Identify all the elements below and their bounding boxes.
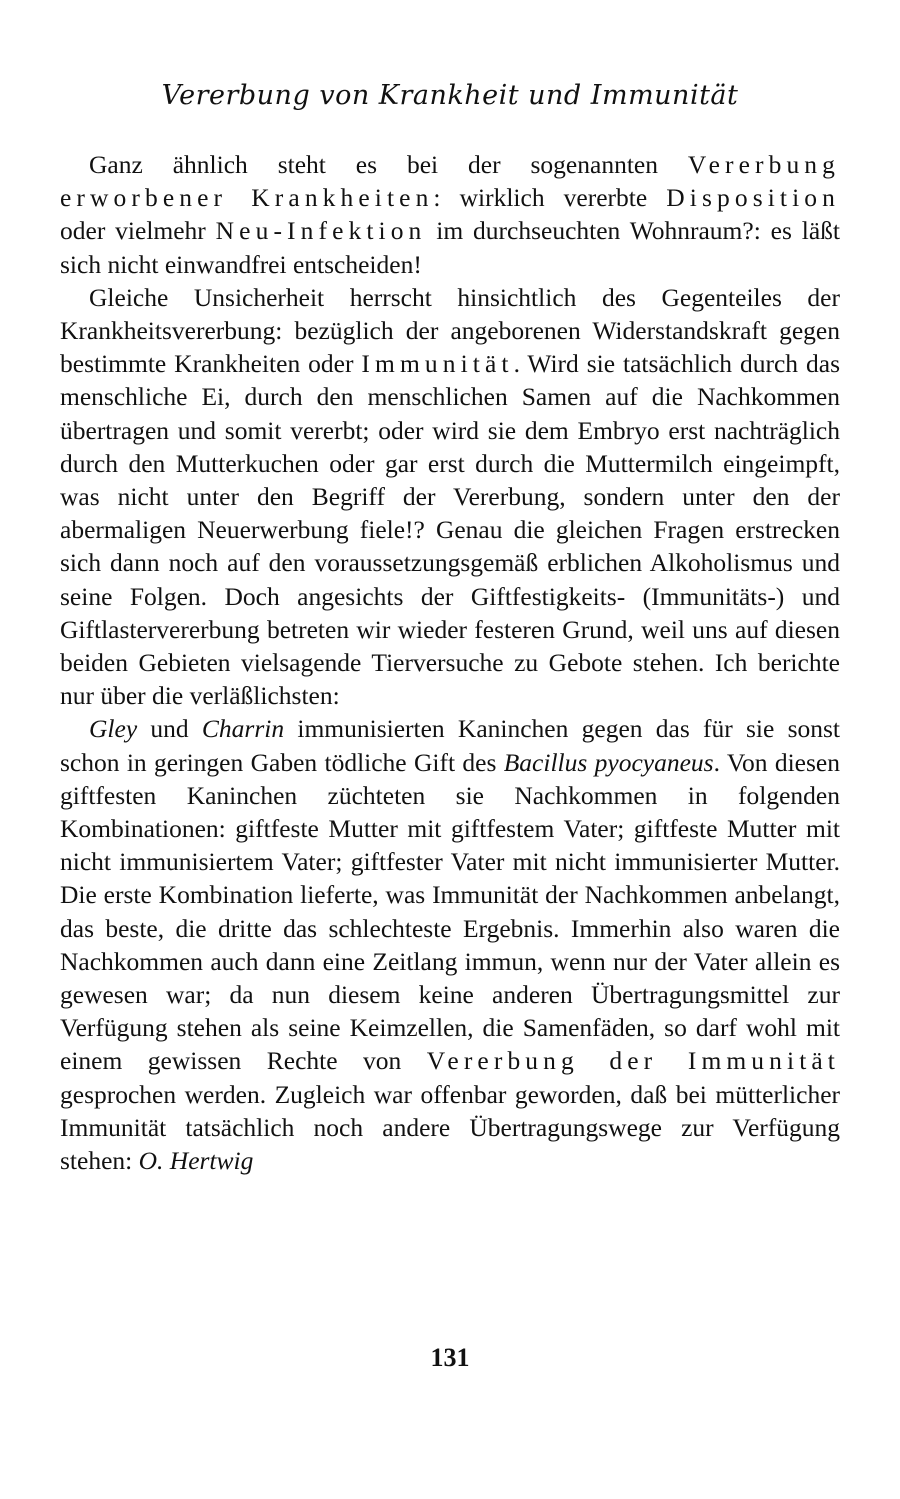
italic-name: Gley <box>89 714 138 744</box>
text-run: immunisierten Kaninchen gegen das für sie sonst schon in geringen Gaben tödliche Gift des <box>60 714 841 777</box>
text-run: oder vielmehr <box>60 216 216 246</box>
running-header: Vererbung von Krankheit und Immunität <box>161 80 739 111</box>
page-number: 131 <box>430 1343 470 1372</box>
text-run: . Wird sie tatsächlich durch das menschliche Ei, durch den menschlichen Samen auf die Nachkommen übertragen und somit vererbt; oder wird sie dem Embryo erst nachträglich durch den Mutterkuchen oder gar erst durch die Muttermilch eingeimpft, was nicht unter den Begriff der Vererbung, sondern unter den der abermaligen Neuerwerbung fiele!? Genau die gleichen Fragen erstrecken sich dann noch auf den voraussetzungsgemäß erblichen Alkoholismus und seine Folgen. Doch angesichts der Giftfestigkeits- (Immunitäts-) und Giftlastervererbung betreten wir wieder festeren Grund, weil uns auf diesen beiden Gebieten vielsagende Tierversuche zu Gebote stehen. Ich berichte nur über die verläßlichsten: <box>60 349 840 711</box>
spaced-emphasis: Vererbung der Immunität <box>426 1046 840 1076</box>
body-text <box>60 148 840 1177</box>
paragraph <box>60 148 840 281</box>
spaced-emphasis: Vererbung erworbener Krankheiten <box>60 150 840 213</box>
text-run: Gleiche Unsicherheit herrscht hinsichtlich des Gegenteiles der Krankheitsvererbung: bezüglich der angeborenen Widerstandskraft gegen bestimmte Krankheiten oder <box>60 282 840 379</box>
italic-name: O. Hertwig <box>138 1146 254 1176</box>
spaced-emphasis: Neu-Infektion <box>215 216 427 246</box>
spaced-emphasis: Immunität <box>361 349 514 379</box>
text-run: . Von diesen giftfesten Kaninchen züchteten sie Nachkommen in folgenden Kombinationen: giftfeste Mutter mit giftfestem Vater; giftfeste Mutter mit nicht immunisiertem Vater; giftfester Vater mit nicht immunisierter Mutter. Die erste Kombination lieferte, was Immunität der Nachkommen anbelangt, das beste, die dritte das schlechteste Ergebnis. Immerhin also waren die Nachkommen auch dann eine Zeitlang immun, wenn nur der Vater allein es gewesen war; da nun diesem keine anderen Übertragungsmittel zur Verfügung stehen als seine Keimzellen, die Samenfäden, so darf wohl mit einem gewissen Rechte von <box>60 747 840 1076</box>
italic-name: Charrin <box>201 714 285 744</box>
spaced-emphasis: Disposition <box>666 183 840 213</box>
paragraph <box>60 712 840 1177</box>
text-run: gesprochen werden. Zugleich war offenbar geworden, daß bei mütterlicher Immunität tatsächlich noch andere Übertragungswege zur Verfügung stehen: <box>60 1079 840 1176</box>
text-run: Ganz ähnlich steht es bei der sogenannten <box>89 150 688 179</box>
text-run: und <box>137 714 202 744</box>
text-run: : wirklich vererbte <box>433 183 667 213</box>
text-run: im durchseuchten Wohnraum?: es läßt sich nicht einwandfrei entscheiden! <box>60 216 840 279</box>
italic-name: Bacillus pyocyaneus <box>503 747 714 777</box>
paragraph <box>60 281 840 713</box>
